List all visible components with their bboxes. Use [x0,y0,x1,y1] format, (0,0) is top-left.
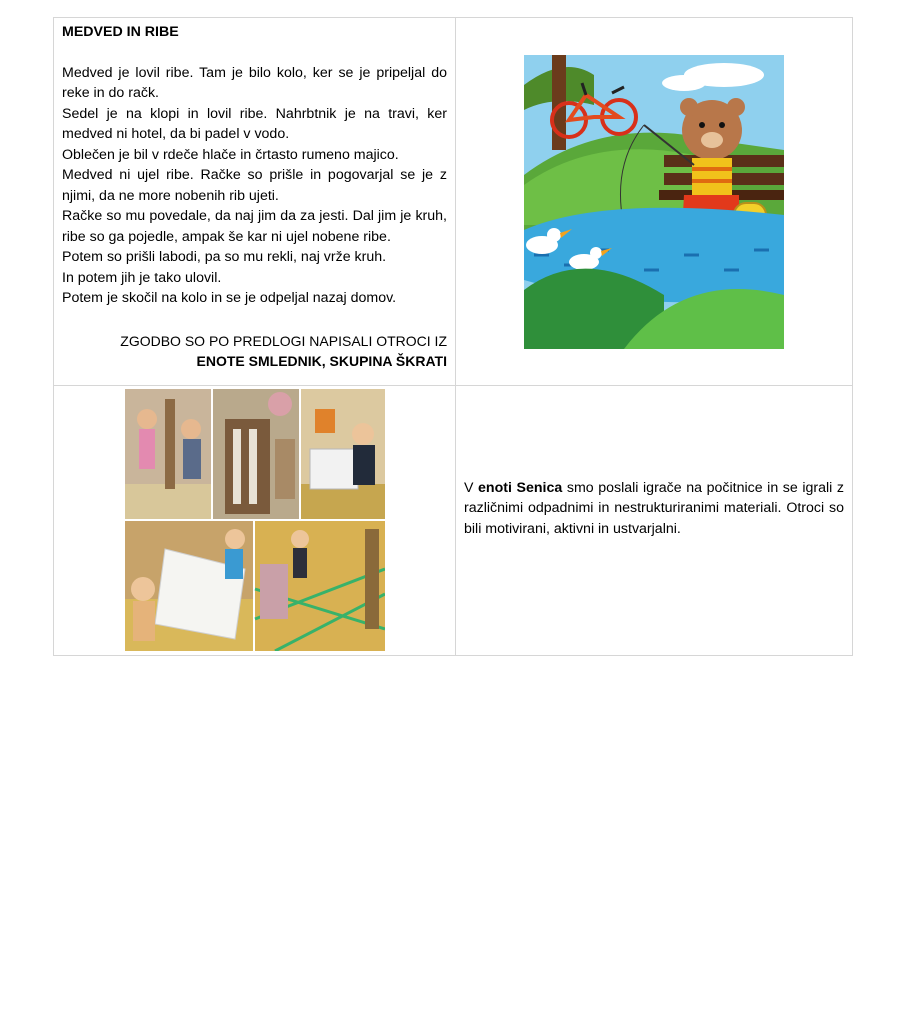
story-credit [62,331,447,372]
story-line: In potem jih je tako ulovil. [62,269,222,286]
photo [301,389,385,519]
activity-photo-collage [125,389,385,651]
content-table [53,17,853,656]
story-title: MEDVED IN RIBE [62,24,179,40]
activity-prefix: V [464,479,479,496]
story-cell [54,18,456,386]
activity-description [456,386,852,540]
credit-line: ZGODBO SO PO PREDLOGI NAPISALI OTROCI IZ [120,332,447,349]
illustration-cell [456,18,853,386]
story-line: Račke so mu povedale, da naj jim da za jesti. Dal jim je kruh, ribe so ga pojedle, ampak še kar ni ujel nobene ribe. [62,208,447,245]
story-line: Medved je lovil ribe. Tam je bilo kolo, ker se je pripeljal do reke in do račk. [62,64,447,101]
bear-fishing-illustration [524,55,784,349]
activity-text: smo poslali igrače na počitnice in se igrali z različnimi odpadnimi in nestrukturiranimi materiali. Otroci so bili motivirani, aktivni in ustvarjalni. [464,479,845,537]
story-line: Oblečen je bil v rdeče hlače in črtasto rumeno majico. [62,146,399,163]
photo-collage-cell [54,385,456,655]
story-line: Potem so prišli labodi, pa so mu rekli, naj vrže kruh. [62,249,387,265]
story-line: Medved ni ujel ribe. Račke so prišle in pogovarjal se je z njimi, da ne more nobenih rib ujeti. [62,167,447,204]
story-line: Potem je skočil na kolo in se je odpeljal nazaj domov. [62,290,397,306]
story-line: Sedel je na klopi in lovil ribe. Nahrbtnik je na travi, ker medved ni hotel, da bi padel v vodo. [62,105,447,142]
photo [255,521,385,651]
photo [213,389,299,519]
activity-unit: enoti Senica [478,479,563,496]
photo [125,389,211,519]
photo [125,521,253,651]
activity-description-cell [456,385,853,655]
credit-unit: ENOTE SMLEDNIK, SKUPINA ŠKRATI [196,353,447,369]
